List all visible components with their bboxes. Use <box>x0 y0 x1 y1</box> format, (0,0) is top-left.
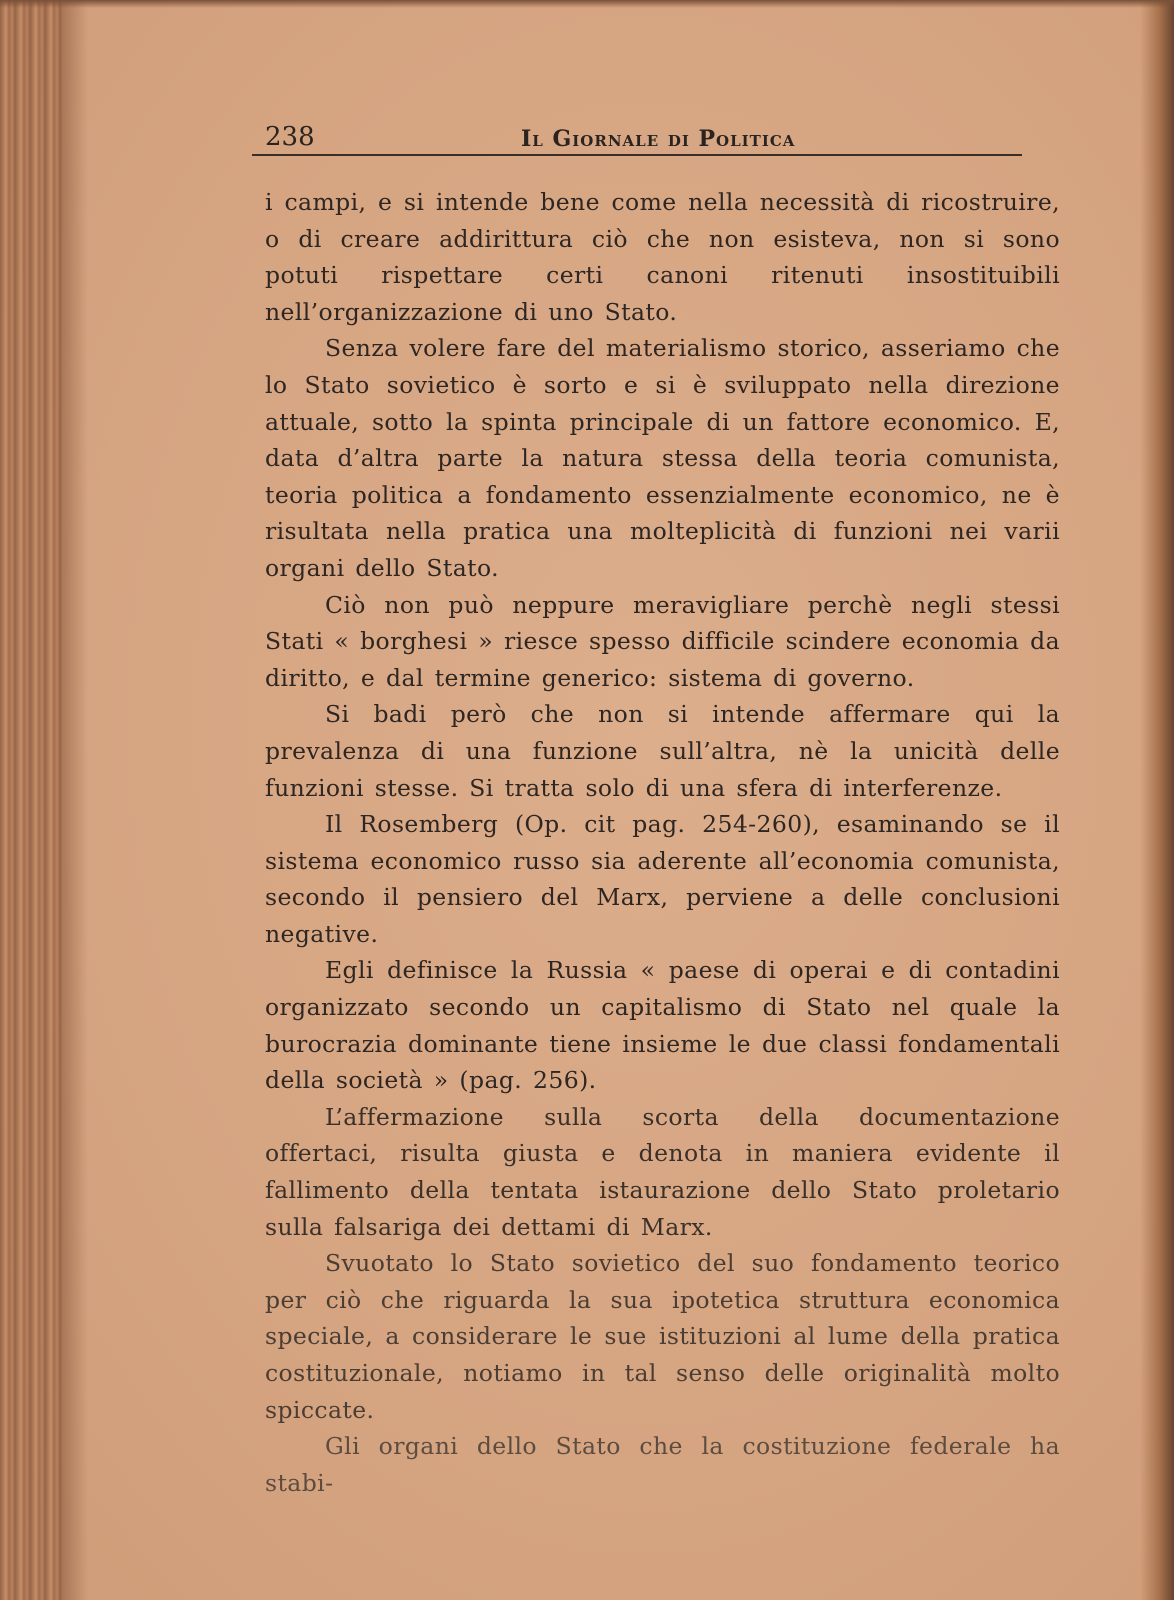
body-text <box>265 184 1060 1501</box>
paragraph: Svuotato lo Stato sovietico del suo fondamento teorico per ciò che riguarda la sua ipotetica struttura economica speciale, a considerare le sue istituzioni al lume della pratica costituzionale, notiamo in tal senso delle originalità molto spiccate. <box>265 1249 1060 1424</box>
paragraph: L’affermazione sulla scorta della documentazione offertaci, risulta giusta e denota in maniera evidente il fallimento della tentata istaurazione dello Stato proletario sulla falsariga dei dettami di Marx. <box>265 1102 1060 1241</box>
page-right-edge <box>1140 0 1174 1600</box>
paragraph: i campi, e si intende bene come nella necessità di ricostruire, o di creare addirittura ciò che non esisteva, non si sono potuti rispettare certi canoni ritenuti insostituibili nell’organizzazione di uno Stato. <box>265 188 1060 326</box>
spine-shadow <box>62 0 88 1600</box>
paragraph: Gli organi dello Stato che la costituzione federale ha stabi- <box>265 1432 1060 1497</box>
paragraph: Si badi però che non si intende affermare qui la prevalenza di una funzione sull’altra, nè la unicità delle funzioni stesse. Si tratta solo di una sfera di interferenze. <box>265 700 1060 802</box>
page-number: 238 <box>265 122 315 152</box>
page-top-edge <box>0 0 1174 8</box>
header-rule <box>252 154 1022 156</box>
running-head: Il Giornale di Politica <box>521 126 796 152</box>
page-header <box>265 118 1025 158</box>
paragraph: Ciò non può neppure meravigliare perchè negli stessi Stati « borghesi » riesce spesso difficile scindere economia da diritto, e dal termine generico: sistema di governo. <box>265 590 1060 692</box>
paragraph: Egli definisce la Russia « paese di operai e di contadini organizzato secondo un capitalismo di Stato nel quale la burocrazia dominante tiene insieme le due classi fondamentali della società » (pag. 256). <box>265 956 1060 1095</box>
book-spine <box>0 0 62 1600</box>
paragraph: Il Rosemberg (Op. cit pag. 254-260), esaminando se il sistema economico russo sia aderente all’economia comunista, secondo il pensiero del Marx, perviene a delle conclusioni negative. <box>265 810 1060 948</box>
paragraph: Senza volere fare del materialismo storico, asseriamo che lo Stato sovietico è sorto e si è sviluppato nella direzione attuale, sotto la spinta principale di un fattore economico. E, data d’altra parte la natura stessa della teoria comunista, teoria politica a fondamento essenzialmente economico, ne è risultata nella pratica una molteplicità di funzioni nei varii organi dello Stato. <box>265 334 1060 582</box>
